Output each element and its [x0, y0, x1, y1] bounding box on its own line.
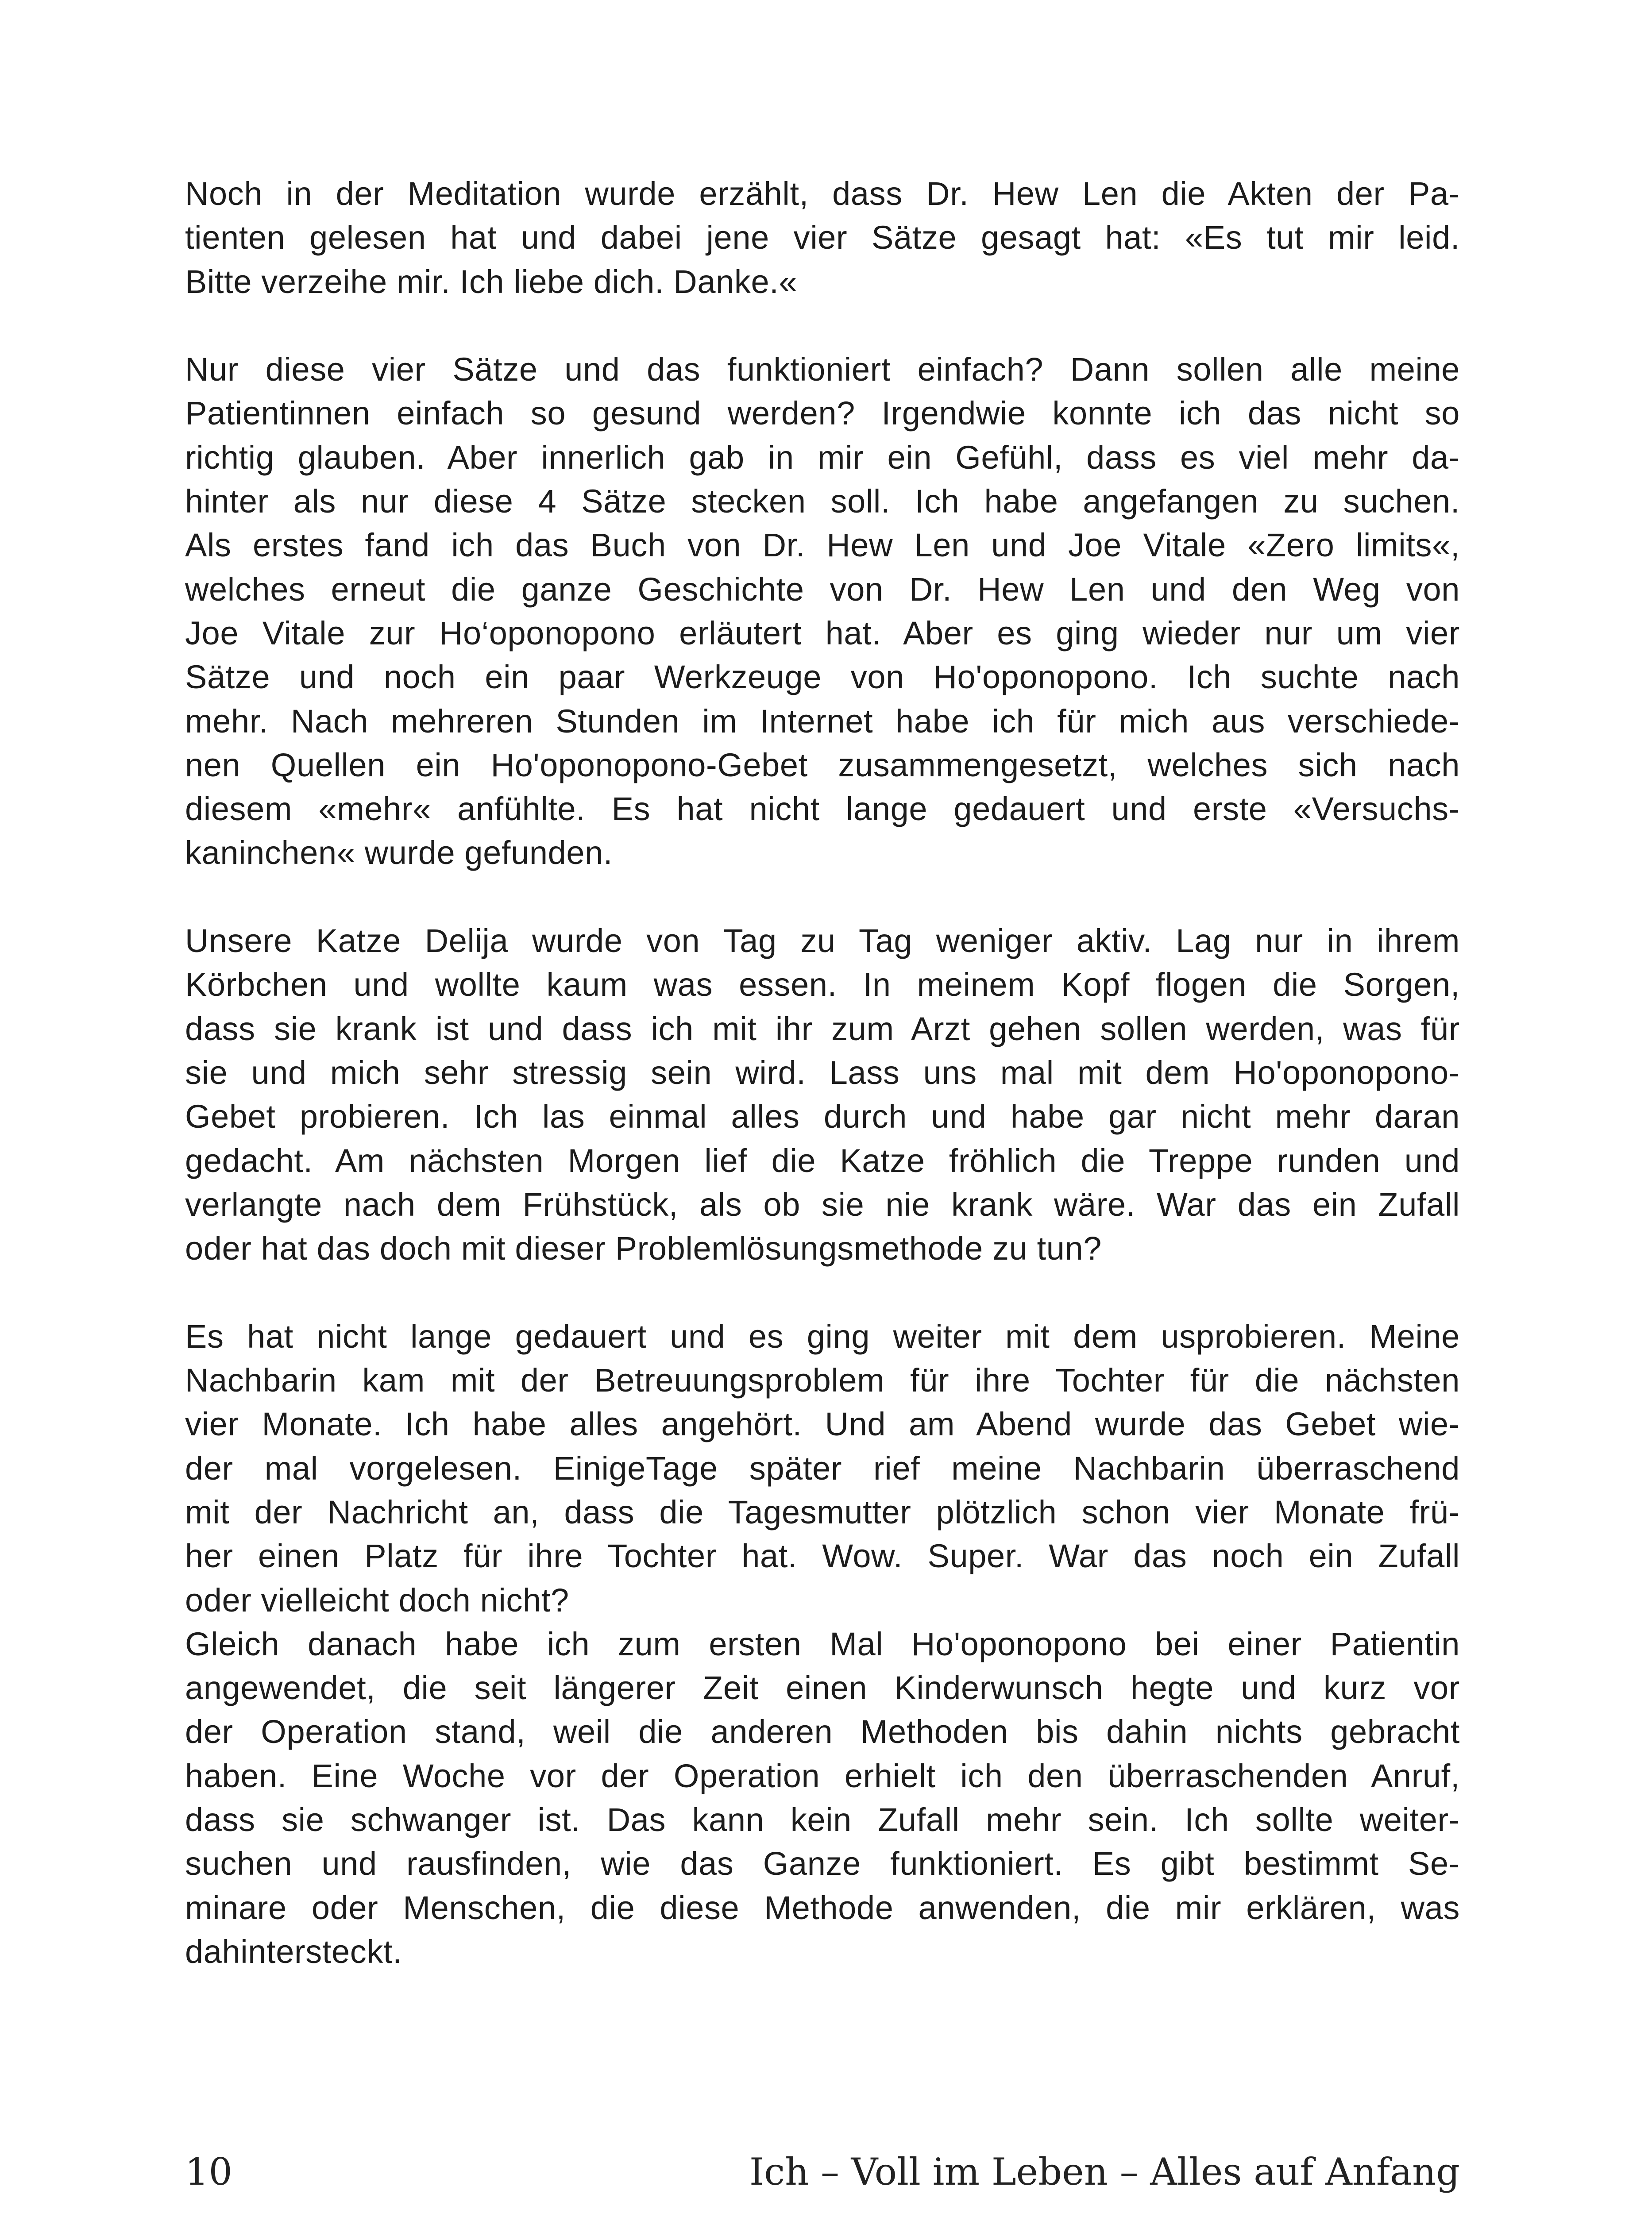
text-line: haben. Eine Woche vor der Operation erhielt ich den überraschenden Anruf,	[185, 1757, 1460, 1794]
text-line: gedacht. Am nächsten Morgen lief die Katze fröhlich die Treppe runden und	[185, 1142, 1460, 1179]
text-line: Es hat nicht lange gedauert und es ging weiter mit dem usprobieren. Meine	[185, 1318, 1460, 1355]
text-line: Joe Vitale zur Ho‘oponopono erläutert hat. Aber es ging wieder nur um vier	[185, 614, 1460, 652]
text-line: mehr. Nach mehreren Stunden im Internet habe ich für mich aus verschiede-	[185, 702, 1460, 740]
text-line: dass sie schwanger ist. Das kann kein Zufall mehr sein. Ich sollte weiter-	[185, 1801, 1460, 1838]
text-line: kaninchen« wurde gefunden.	[185, 834, 613, 871]
text-line: Nur diese vier Sätze und das funktioniert einfach? Dann sollen alle meine	[185, 351, 1460, 388]
text-line: Sätze und noch ein paar Werkzeuge von Ho'oponopono. Ich suchte nach	[185, 659, 1460, 696]
text-line: mit der Nachricht an, dass die Tagesmutter plötzlich schon vier Monate frü-	[185, 1493, 1460, 1531]
paragraph-spacer	[185, 875, 1460, 919]
paragraph-1	[185, 172, 1460, 304]
text-line: sie und mich sehr stressig sein wird. Lass uns mal mit dem Ho'oponopono-	[185, 1054, 1460, 1091]
text-line: suchen und rausfinden, wie das Ganze funktioniert. Es gibt bestimmt Se-	[185, 1845, 1460, 1882]
text-line: welches erneut die ganze Geschichte von Dr. Hew Len und den Weg von	[185, 571, 1460, 608]
text-line: dass sie krank ist und dass ich mit ihr zum Arzt gehen sollen werden, was für	[185, 1010, 1460, 1047]
paragraph-2	[185, 347, 1460, 875]
text-line: oder vielleicht doch nicht?	[185, 1581, 569, 1619]
text-line: hinter als nur diese 4 Sätze stecken soll. Ich habe angefangen zu suchen.	[185, 483, 1460, 520]
text-line: Bitte verzeihe mir. Ich liebe dich. Danke.«	[185, 263, 798, 300]
text-line: Körbchen und wollte kaum was essen. In meinem Kopf flogen die Sorgen,	[185, 966, 1460, 1003]
text-line: dahintersteckt.	[185, 1933, 402, 1970]
page-number: 10	[185, 2150, 232, 2194]
text-line: nen Quellen ein Ho'oponopono-Gebet zusammengesetzt, welches sich nach	[185, 746, 1460, 783]
text-line: oder hat das doch mit dieser Problemlösungsmethode zu tun?	[185, 1230, 1102, 1267]
text-line: her einen Platz für ihre Tochter hat. Wow. Super. War das noch ein Zufall	[185, 1538, 1460, 1575]
text-line: Unsere Katze Delija wurde von Tag zu Tag weniger aktiv. Lag nur in ihrem	[185, 922, 1460, 960]
text-line: Patientinnen einfach so gesund werden? Irgendwie konnte ich das nicht so	[185, 395, 1460, 432]
running-title: Ich – Voll im Leben – Alles auf Anfang	[749, 2150, 1460, 2194]
text-line: richtig glauben. Aber innerlich gab in mir ein Gefühl, dass es viel mehr da-	[185, 439, 1460, 476]
paragraph-spacer	[185, 304, 1460, 347]
body-text	[185, 172, 1460, 1974]
paragraph-4	[185, 1315, 1460, 1974]
text-line: Gleich danach habe ich zum ersten Mal Ho'oponopono bei einer Patientin	[185, 1625, 1460, 1662]
text-line: verlangte nach dem Frühstück, als ob sie nie krank wäre. War das ein Zufall	[185, 1186, 1460, 1223]
text-line: diesem «mehr« anfühlte. Es hat nicht lange gedauert und erste «Versuchs-	[185, 790, 1460, 828]
paragraph-3	[185, 919, 1460, 1270]
text-line: Gebet probieren. Ich las einmal alles durch und habe gar nicht mehr daran	[185, 1098, 1460, 1135]
text-line: vier Monate. Ich habe alles angehört. Und am Abend wurde das Gebet wie-	[185, 1406, 1460, 1443]
text-line: Als erstes fand ich das Buch von Dr. Hew Len und Joe Vitale «Zero limits«,	[185, 527, 1460, 564]
page-footer	[185, 2150, 1460, 2199]
text-line: angewendet, die seit längerer Zeit einen Kinderwunsch hegte und kurz vor	[185, 1669, 1460, 1707]
text-line: Nachbarin kam mit der Betreuungsproblem für ihre Tochter für die nächsten	[185, 1362, 1460, 1399]
text-line: tienten gelesen hat und dabei jene vier Sätze gesagt hat: «Es tut mir leid.	[185, 219, 1460, 256]
text-line: der mal vorgelesen. EinigeTage später rief meine Nachbarin überraschend	[185, 1450, 1460, 1487]
text-line: Noch in der Meditation wurde erzählt, dass Dr. Hew Len die Akten der Pa-	[185, 175, 1460, 212]
text-line: minare oder Menschen, die diese Methode anwenden, die mir erklären, was	[185, 1889, 1460, 1926]
paragraph-spacer	[185, 1270, 1460, 1314]
text-line: der Operation stand, weil die anderen Methoden bis dahin nichts gebracht	[185, 1713, 1460, 1750]
